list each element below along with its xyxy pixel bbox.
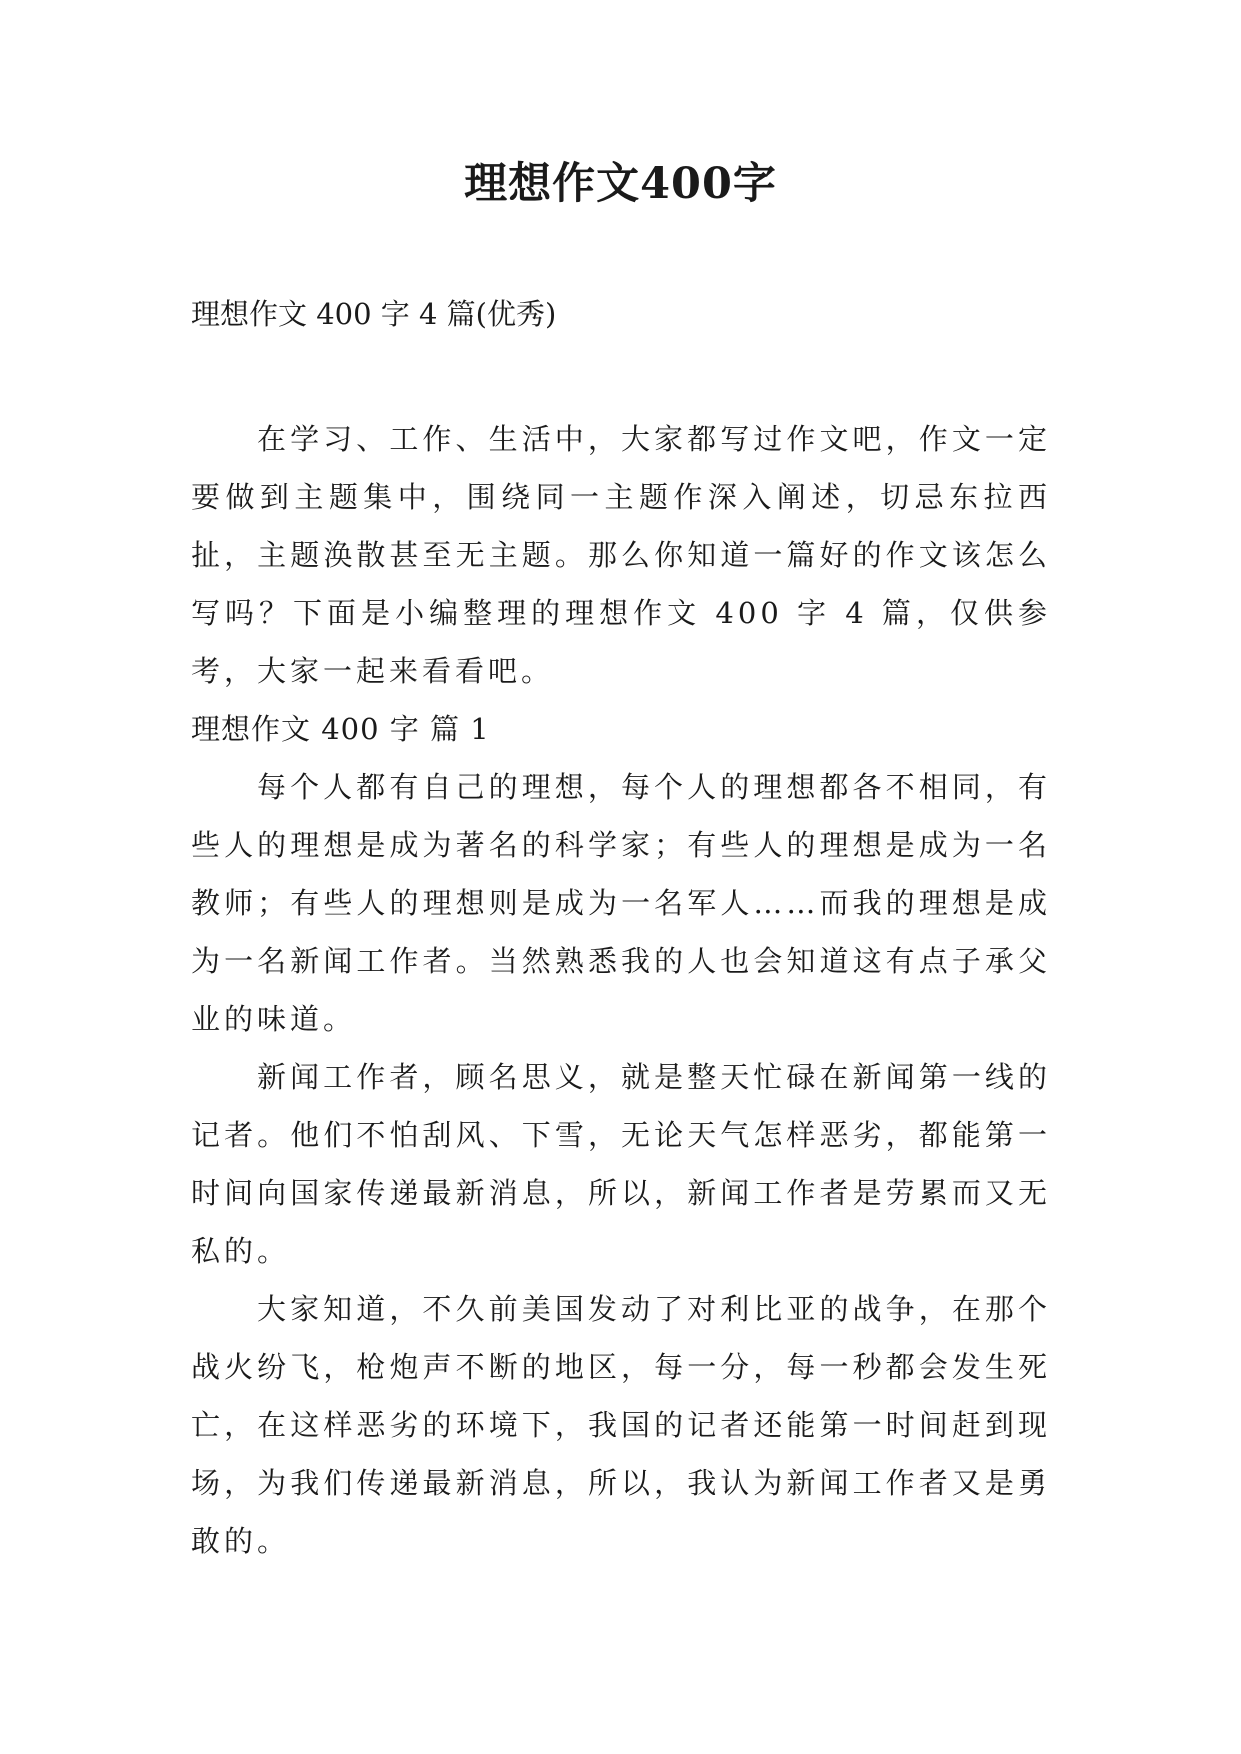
intro-paragraph: 在学习、工作、生活中，大家都写过作文吧，作文一定要做到主题集中，围绕同一主题作深入阐述，切忌东拉西扯，主题涣散甚至无主题。那么你知道一篇好的作文该怎么写吗？下面是小编整理的理想作文 400 字 4 篇，仅供参考，大家一起来看看吧。 bbox=[191, 422, 1051, 688]
document-title: 理想作文400字 bbox=[464, 159, 777, 209]
body-paragraph: 每个人都有自己的理想，每个人的理想都各不相同，有些人的理想是成为著名的科学家；有些人的理想是成为一名教师；有些人的理想则是成为一名军人……而我的理想是成为一名新闻工作者。当然熟悉我的人也会知道这有点子承父业的味道。 bbox=[191, 770, 1051, 1036]
body-paragraph: 大家知道，不久前美国发动了对利比亚的战争，在那个战火纷飞，枪炮声不断的地区，每一分，每一秒都会发生死亡，在这样恶劣的环境下，我国的记者还能第一时间赶到现场，为我们传递最新消息，所以，我认为新闻工作者又是勇敢的。 bbox=[191, 1292, 1051, 1558]
body-paragraph: 新闻工作者，顾名思义，就是整天忙碌在新闻第一线的记者。他们不怕刮风、下雪，无论天气怎样恶劣，都能第一时间向国家传递最新消息，所以，新闻工作者是劳累而又无私的。 bbox=[191, 1060, 1051, 1268]
document-subtitle: 理想作文 400 字 4 篇(优秀) bbox=[191, 297, 557, 331]
document-body bbox=[191, 410, 1051, 1570]
section-heading: 理想作文 400 字 篇 1 bbox=[191, 712, 490, 746]
